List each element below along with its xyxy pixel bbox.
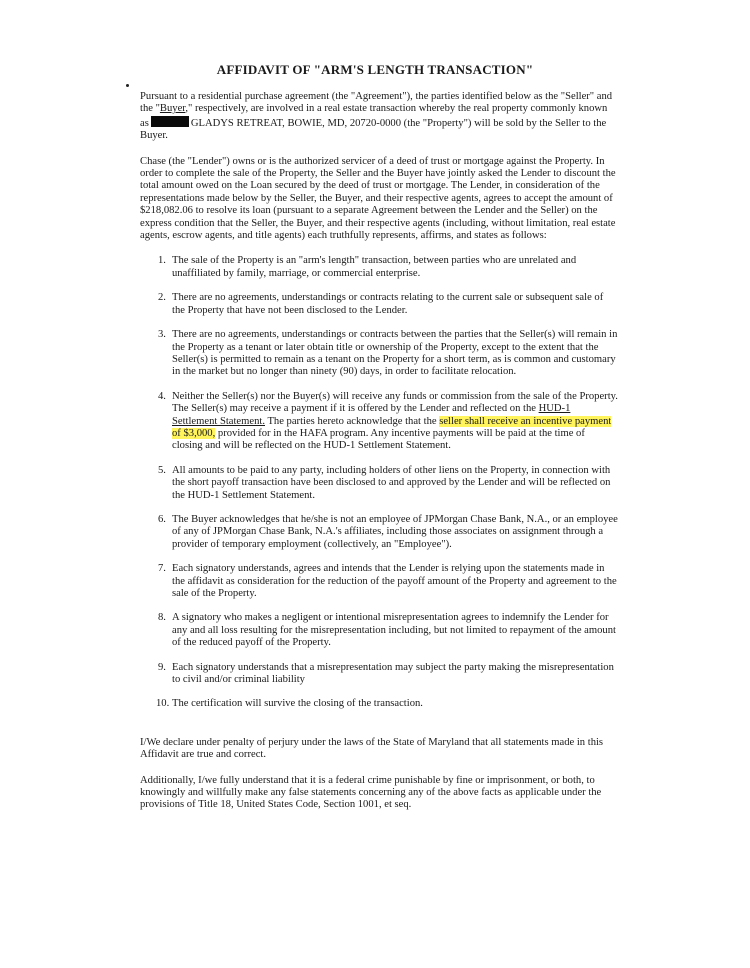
document-title: AFFIDAVIT OF "ARM'S LENGTH TRANSACTION" <box>216 62 534 77</box>
intro-text-3: GLADYS RETREAT, BOWIE, MD, 20720-0000 (the "Property") will be sold by the Seller to the Buyer. <box>140 117 607 142</box>
list-item <box>140 563 618 600</box>
item-number: 3. <box>158 329 166 341</box>
declaration-paragraph: I/We declare under penalty of perjury under the laws of the State of Maryland that all statements made in this Affidavit are true and correct. <box>140 736 604 761</box>
lender-paragraph: Chase (the "Lender") owns or is the authorized servicer of a deed of trust or mortgage against the Property. In order to complete the sale of the Property, the Seller and the Buyer have jointly asked the Lender to discount the total amount owed on the Loan secured by the deed of trust or mortgage. The Lender, in consideration of the representations made below by the Seller, the Buyer, and their respective agents, agrees to accept the amount of $218,082.06 to resolve its loan (pursuant to a separate Agreement between the Lender and the Seller) on the express condition that the Seller, the Buyer, and their respective agents (including, without limitation, real estate agents, escrow agents, and title agents) each truthfully represents, affirms, and states as follows: <box>140 155 616 242</box>
list-item <box>140 662 618 687</box>
item-text: provided for in the HAFA program. Any incentive payments will be paid at the time of closing and will be reflected on the HUD-1 Settlement Statement. <box>172 427 585 452</box>
stray-ink-mark <box>126 84 129 87</box>
highlighted-incentive-text: seller shall receive an incentive payment of $3,000, <box>172 415 612 439</box>
item-text: The certification will survive the closing of the transaction. <box>172 698 423 710</box>
list-item <box>140 465 618 502</box>
intro-buyer-word: Buyer <box>159 103 186 115</box>
item-text: All amounts to be paid to any party, including holders of other liens on the Property, in connection with the short payoff transaction have been disclosed to and approved by the Lender and will be reflected on the HUD-1 Settlement Statement. <box>172 464 611 501</box>
hud-settlement-underlined: HUD-1 Settlement Statement. <box>172 403 571 427</box>
representation-list <box>140 255 618 710</box>
item-text: Each signatory understands that a misrepresentation may subject the party making the misrepresentation to civil and/or criminal liability <box>172 661 614 686</box>
item-number: 1. <box>158 255 166 267</box>
document-body <box>140 91 618 825</box>
item-number: 2. <box>158 292 166 304</box>
list-item <box>140 514 618 551</box>
item-text: Each signatory understands, agrees and intends that the Lender is relying upon the statements made in the affidavit as consideration for the reduction of the payoff amount of the Property and agreement to the sale of the Property. <box>172 563 617 599</box>
list-item <box>140 391 618 453</box>
list-item <box>140 329 618 379</box>
item-text: The parties hereto acknowledge that the <box>264 415 440 427</box>
item-number: 10. <box>156 698 170 710</box>
intro-text-1: Pursuant to a residential purchase agreement (the "Agreement"), the parties identified below as the "Seller" and the " <box>140 91 613 115</box>
list-item <box>140 612 618 649</box>
list-item <box>140 698 618 710</box>
intro-text-2: ," respectively, are involved in a real estate transaction whereby the real property commonly known as <box>140 103 608 129</box>
intro-paragraph <box>140 91 618 143</box>
list-item <box>140 292 618 317</box>
item-number: 5. <box>158 464 166 476</box>
item-text: There are no agreements, understandings or contracts relating to the current sale or subsequent sale of the Property that have not been disclosed to the Lender. <box>172 292 604 316</box>
additional-paragraph: Additionally, I/we fully understand that it is a federal crime punishable by fine or imprisonment, or both, to knowingly and willfully make any false statements concerning any of the above facts as applicable under the provisions of Title 18, United States Code, Section 1001, et seq. <box>140 774 602 811</box>
redacted-block <box>151 116 189 127</box>
item-text: The sale of the Property is an "arm's length" transaction, between parties who are unrelated and unaffiliated by family, marriage, or commercial enterprise. <box>172 255 577 279</box>
item-number: 9. <box>158 661 166 673</box>
item-text: Neither the Seller(s) nor the Buyer(s) will receive any funds or commission from the sale of the Property. The Seller(s) may receive a payment if it is offered by the Lender and reflected on the <box>172 390 618 415</box>
item-text: There are no agreements, understandings or contracts between the parties that the Seller(s) will remain in the Property as a tenant or later obtain title or ownership of the Property, except to the extent that the Seller(s) is permitted to remain as a tenant on the Property for a short term, as is common and customary in the market but no longer than ninety (90) days, in order to facilitate relocation. <box>172 329 618 378</box>
item-number: 7. <box>158 563 166 575</box>
item-text: A signatory who makes a negligent or intentional misrepresentation agrees to indemnify the Lender for any and all loss resulting for the misrepresentation including, but not limited to repayment of the amount of the reduced payoff of the Property. <box>172 612 616 649</box>
list-item <box>140 255 618 280</box>
item-number: 6. <box>158 513 166 525</box>
item-number: 8. <box>158 612 166 624</box>
item-number: 4. <box>158 390 166 402</box>
item-text: The Buyer acknowledges that he/she is not an employee of JPMorgan Chase Bank, N.A., or an employee of any of JPMorgan Chase Bank, N.A.'s affiliates, including those associates on assignment through a provider of temporary employment (collectively, an "Employee"). <box>172 513 618 550</box>
